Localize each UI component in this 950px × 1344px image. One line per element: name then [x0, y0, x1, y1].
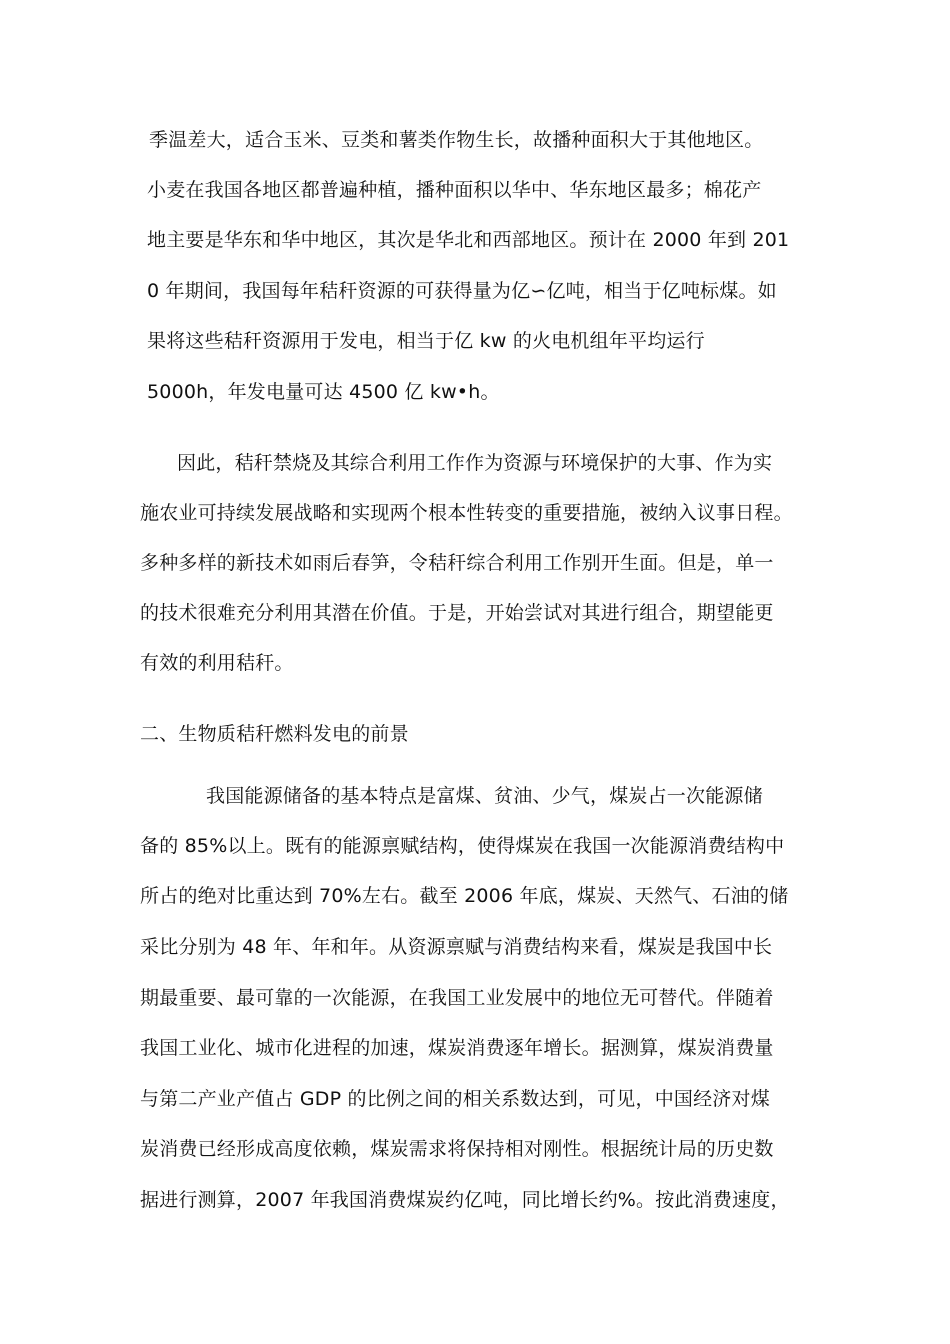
- paragraph-line: 期最重要、最可靠的一次能源，在我国工业发展中的地位无可替代。伴随着: [140, 987, 774, 1009]
- paragraph-line: 所占的绝对比重达到 70%左右。截至 2006 年底，煤炭、天然气、石油的储: [140, 885, 789, 907]
- paragraph-line: 炭消费已经形成高度依赖，煤炭需求将保持相对刚性。根据统计局的历史数: [140, 1138, 774, 1160]
- paragraph-line: 我国工业化、城市化进程的加速，煤炭消费逐年增长。据测算，煤炭消费量: [140, 1037, 774, 1059]
- paragraph-line: 小麦在我国各地区都普遍种植，播种面积以华中、华东地区最多；棉花产: [147, 179, 762, 201]
- paragraph-line: 据进行测算，2007 年我国消费煤炭约亿吨，同比增长约%。按此消费速度，: [140, 1189, 790, 1211]
- paragraph-line: 备的 85%以上。既有的能源禀赋结构，使得煤炭在我国一次能源消费结构中: [140, 835, 785, 857]
- paragraph-line: 多种多样的新技术如雨后春笋，令秸秆综合利用工作别开生面。但是，单一: [140, 552, 774, 574]
- paragraph-line: 施农业可持续发展战略和实现两个根本性转变的重要措施，被纳入议事日程。: [140, 502, 793, 524]
- paragraph-line: 有效的利用秸秆。: [140, 652, 294, 674]
- paragraph-line: 5000h，年发电量可达 4500 亿 kw•h。: [147, 381, 500, 403]
- paragraph-line: 0 年期间，我国每年秸秆资源的可获得量为亿∽亿吨，相当于亿吨标煤。如: [147, 280, 777, 302]
- section-heading: 二、生物质秸秆燃料发电的前景: [140, 723, 409, 745]
- paragraph-line: 地主要是华东和华中地区，其次是华北和西部地区。预计在 2000 年到 201: [147, 229, 790, 251]
- paragraph-line: 因此，秸秆禁烧及其综合利用工作作为资源与环境保护的大事、作为实: [177, 452, 773, 474]
- paragraph-line: 与第二产业产值占 GDP 的比例之间的相关系数达到，可见，中国经济对煤: [140, 1088, 770, 1110]
- paragraph-line: 采比分别为 48 年、年和年。从资源禀赋与消费结构来看，煤炭是我国中长: [140, 936, 773, 958]
- paragraph-line: 我国能源储备的基本特点是富煤、贫油、少气，煤炭占一次能源储: [206, 785, 763, 807]
- paragraph-line: 季温差大，适合玉米、豆类和薯类作物生长，故播种面积大于其他地区。: [149, 129, 764, 151]
- paragraph-line: 的技术很难充分利用其潜在价值。于是，开始尝试对其进行组合，期望能更: [140, 602, 774, 624]
- paragraph-line: 果将这些秸秆资源用于发电，相当于亿 kw 的火电机组年平均运行: [147, 330, 705, 352]
